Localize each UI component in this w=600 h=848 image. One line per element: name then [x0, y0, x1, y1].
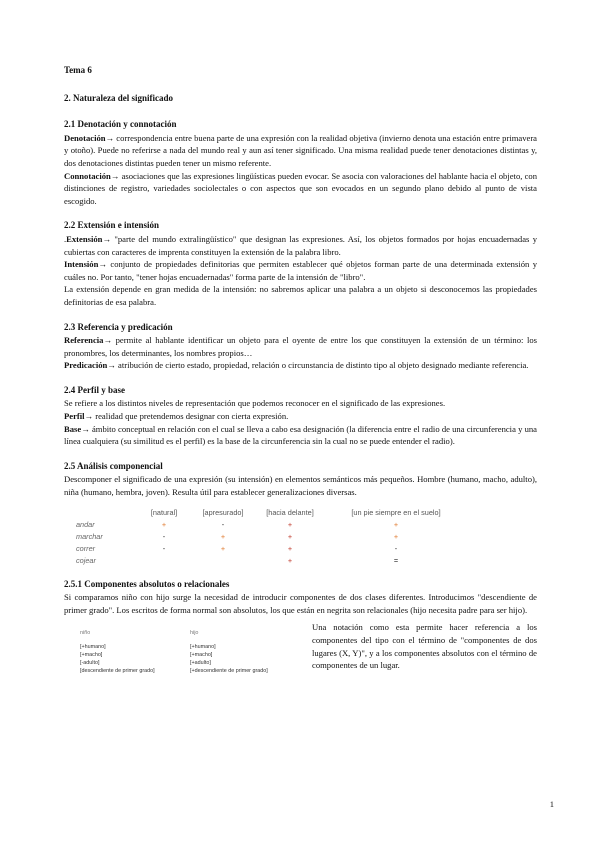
feature-item: [+macho]: [80, 652, 103, 659]
table-cell: -: [162, 544, 166, 554]
feature-item: [+humano]: [80, 644, 106, 651]
table-cell: +: [287, 532, 293, 542]
feature-item: [+macho]: [190, 652, 213, 659]
notation-note: Una notación como esta permite hacer referencia a los componentes del tipo con el término de "componentes de dos lugares (X, Y)", y a los componentes absolutos con el término de componentes de un lugar.: [312, 622, 537, 671]
table-cell: +: [287, 519, 293, 529]
paragraph-connotacion: [64, 170, 537, 208]
feature-column-hijo: [190, 629, 310, 675]
section-extension: [64, 219, 537, 308]
term-extension: Extensión: [66, 233, 103, 244]
table-header: [natural]: [150, 507, 178, 517]
paragraph-perfil-intro: Se refiere a los distintos niveles de representación que podemos reconocer en el significado de las expresiones.: [64, 398, 446, 409]
feature-column-nino: [80, 629, 200, 675]
table-header: [un pie siempre en el suelo]: [351, 507, 441, 517]
feature-column-header: hijo: [190, 630, 199, 637]
paragraph-intension: [64, 258, 537, 283]
table-word: andar: [76, 519, 95, 529]
page-number: 1: [549, 799, 554, 809]
term-referencia: Referencia: [64, 335, 104, 346]
table-row: [64, 555, 466, 567]
document-page: [64, 64, 537, 701]
features-block: [64, 621, 537, 701]
feature-column-header: niño: [80, 630, 91, 637]
section-heading: 2.5.1 Componentes absolutos o relacionales: [64, 578, 230, 589]
text-base: → ámbito conceptual en relación con el cual se lleva a cabo esa designación (la diferencia entre el radio de una circunferencia y una línea cualquiera (su similitud es el perfil) es la base de la circunferencia sin la cual no se puede entender el radio).: [64, 423, 537, 447]
table-cell: [192, 555, 254, 567]
table-header: [hacia delante]: [266, 507, 314, 517]
table-cell: =: [393, 556, 399, 566]
componential-table: [64, 507, 537, 568]
text-extension: → "parte del mundo extralingüístico" que designan las expresiones. Así, los objetos formados por hojas encuadernadas y cubiertas con caracteres de imprenta constituyen la extensión de la palabra libro.: [64, 233, 537, 257]
table-word: correr: [76, 544, 96, 554]
paragraph-extension-extra: La extensión depende en gran medida de la intensión: no sabremos aplicar una palabra a un objeto si desconocemos las propiedades definitorias de esa palabra.: [64, 284, 537, 307]
extension-prefix: .: [64, 233, 67, 244]
table-row: [64, 519, 466, 531]
table-word: cojear: [76, 556, 96, 566]
text-referencia: → permite al hablante identificar un objeto para el oyente de entre los que constituyen la extensión de un término: los pronombres, los determinantes, los nombres propios…: [64, 335, 537, 358]
table-cell: +: [393, 532, 399, 542]
table-header: [apresurado]: [202, 507, 244, 517]
table-cell: +: [393, 519, 399, 529]
section-componencial: [64, 460, 537, 568]
text-intension: → conjunto de propiedades definitorias que permiten establecer qué objetos forman parte de una determinada extensión y cuáles no. Por tanto, "tener hojas encuadernadas" forma parte de la intensión de "libro".: [64, 259, 537, 282]
table-row: [64, 543, 466, 555]
feature-item: [+descendiente de primer grado]: [190, 668, 268, 675]
section-heading: 2.3 Referencia y predicación: [64, 321, 173, 332]
section-heading: 2.5 Análisis componencial: [64, 460, 163, 471]
chapter-heading: 2. Naturaleza del significado: [64, 92, 173, 103]
table-cell: +: [220, 532, 226, 542]
section-perfil: [64, 384, 537, 448]
table-cell: +: [287, 556, 293, 566]
table-cell: [136, 555, 192, 567]
table-cell: +: [220, 544, 226, 554]
table-cell: +: [287, 544, 293, 554]
paragraph-denotacion: [64, 132, 537, 170]
table-cell: -: [394, 544, 398, 554]
term-predicacion: Predicación: [64, 360, 108, 371]
table-header-row: [64, 507, 466, 519]
table-cell: -: [221, 519, 225, 529]
paragraph-referencia: [64, 334, 537, 359]
table-word: marchar: [76, 532, 103, 542]
section-heading: 2.4 Perfil y base: [64, 384, 125, 395]
table-cell: +: [161, 519, 167, 529]
paragraph-base: [64, 423, 537, 448]
section-heading: 2.1 Denotación y connotación: [64, 119, 177, 130]
paragraph-extension: [64, 233, 537, 258]
table-cell: -: [162, 532, 166, 542]
text-perfil: → realidad que pretendemos designar con cierta expresión.: [84, 411, 289, 422]
section-denotacion: [64, 118, 537, 207]
term-denotacion: Denotación: [64, 132, 106, 143]
table-row: [64, 531, 466, 543]
text-denotacion: → correspondencia entre buena parte de una expresión con la realidad objetiva (invierno denota una estación entre primavera y otoño). Puede no referirse a nada del mundo real y aun así tener significado. Una misma realidad puede tener denotaciones distintas y, dos denotaciones distintas pueden tener un mismo referente.: [64, 132, 537, 168]
term-base: Base: [64, 423, 82, 434]
section-heading: 2.2 Extensión e intensión: [64, 220, 160, 231]
paragraph-predicacion: [64, 359, 537, 372]
paragraph-relacionales: Si comparamos niño con hijo surge la necesidad de introducir componentes de dos clases diferentes. Introducimos "descendiente de primer grado". Los escritos de forma normal son absolutos, los que están en negrita son relacionales (hijo necesita padre para ser hijo).: [64, 592, 537, 615]
term-perfil: Perfil: [64, 411, 85, 422]
section-relacionales: [64, 578, 537, 702]
section-referencia: [64, 321, 537, 372]
term-intension: Intensión: [64, 259, 99, 270]
text-predicacion: → atribución de cierto estado, propiedad, relación o circunstancia de distinto tipo al objeto designado mediante referencia.: [107, 360, 529, 371]
paragraph-componencial: Descomponer el significado de una expresión (su intensión) en elementos semánticos más pequeños. Hombre (humano, macho, adulto), niña (humano, hembra, joven). Resulta útil para establecer generalizaciones diversas.: [64, 474, 537, 498]
paragraph-perfil: [64, 410, 537, 423]
text-connotacion: → asociaciones que las expresiones lingüísticas pueden evocar. Se asocia con valoraciones del hablante hacia el objeto, con distinciones de registro, variedades sociolectales o con aspectos que son evocados en un segundo plano debido al punto de vista escogido.: [64, 170, 537, 206]
feature-item: [+humano]: [190, 644, 216, 651]
feature-item: [descendiente de primer grado]: [80, 668, 155, 675]
document-title: Tema 6: [64, 65, 92, 75]
feature-item: [-adulto]: [80, 660, 100, 667]
term-connotacion: Connotación: [64, 170, 111, 181]
feature-item: [+adulto]: [190, 660, 211, 667]
